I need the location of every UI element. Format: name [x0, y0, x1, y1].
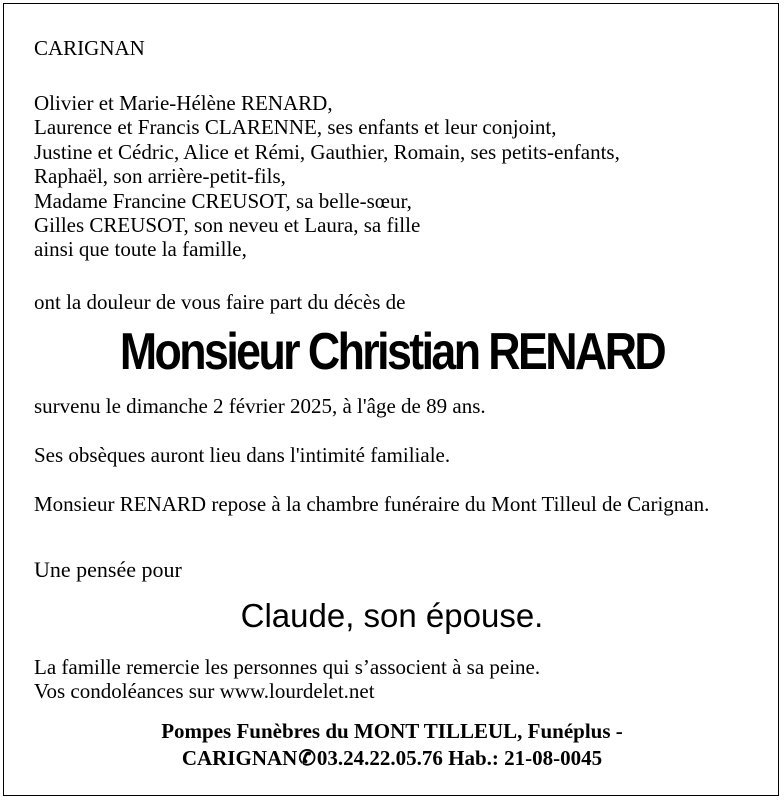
family-list [34, 91, 620, 262]
family-line: Madame Francine CREUSOT, sa belle-sœur, [34, 188, 412, 213]
obituary-notice [3, 3, 779, 796]
funeral-home-phone: 03.24.22.05.76 Hab.: 21-08-0045 [316, 746, 603, 770]
funeral-info: Ses obsèques auront lieu dans l'intimité familiale. [34, 443, 451, 467]
family-line: Justine et Cédric, Alice et Rémi, Gauthier, Romain, ses petits-enfants, [34, 139, 620, 164]
deceased-name: Monsieur Christian RENARD [119, 323, 665, 381]
condolences-line: Vos condoléances sur www.lourdelet.net [34, 679, 375, 703]
death-info: survenu le dimanche 2 février 2025, à l'âge de 89 ans. [34, 394, 486, 418]
rest-info: Monsieur RENARD repose à la chambre funéraire du Mont Tilleul de Carignan. [34, 492, 710, 516]
thought-intro: Une pensée pour [34, 557, 182, 582]
thanks-line: La famille remercie les personnes qui s’associent à sa peine. [34, 655, 541, 679]
family-line: Gilles CREUSOT, son neveu et Laura, sa fille [34, 213, 421, 238]
spouse-tribute: Claude, son épouse. [240, 597, 544, 634]
phone-icon: ✆ [298, 746, 316, 770]
family-line: Raphaël, son arrière-petit-fils, [34, 164, 286, 189]
family-line: Olivier et Marie-Hélène RENARD, [34, 91, 333, 115]
family-line: Laurence et Francis CLARENNE, ses enfants et leur conjoint, [34, 115, 557, 140]
funeral-home-contact [4, 745, 780, 772]
family-line: ainsi que toute la famille, [34, 237, 247, 262]
funeral-home-footer [4, 718, 780, 772]
announcement-intro: ont la douleur de vous faire part du décès de [34, 290, 406, 314]
funeral-home-name: Pompes Funèbres du MONT TILLEUL, Funéplus - [161, 719, 623, 743]
funeral-home-city: CARIGNAN [181, 746, 298, 770]
thanks-block [34, 655, 540, 703]
place-heading: CARIGNAN [34, 36, 145, 60]
